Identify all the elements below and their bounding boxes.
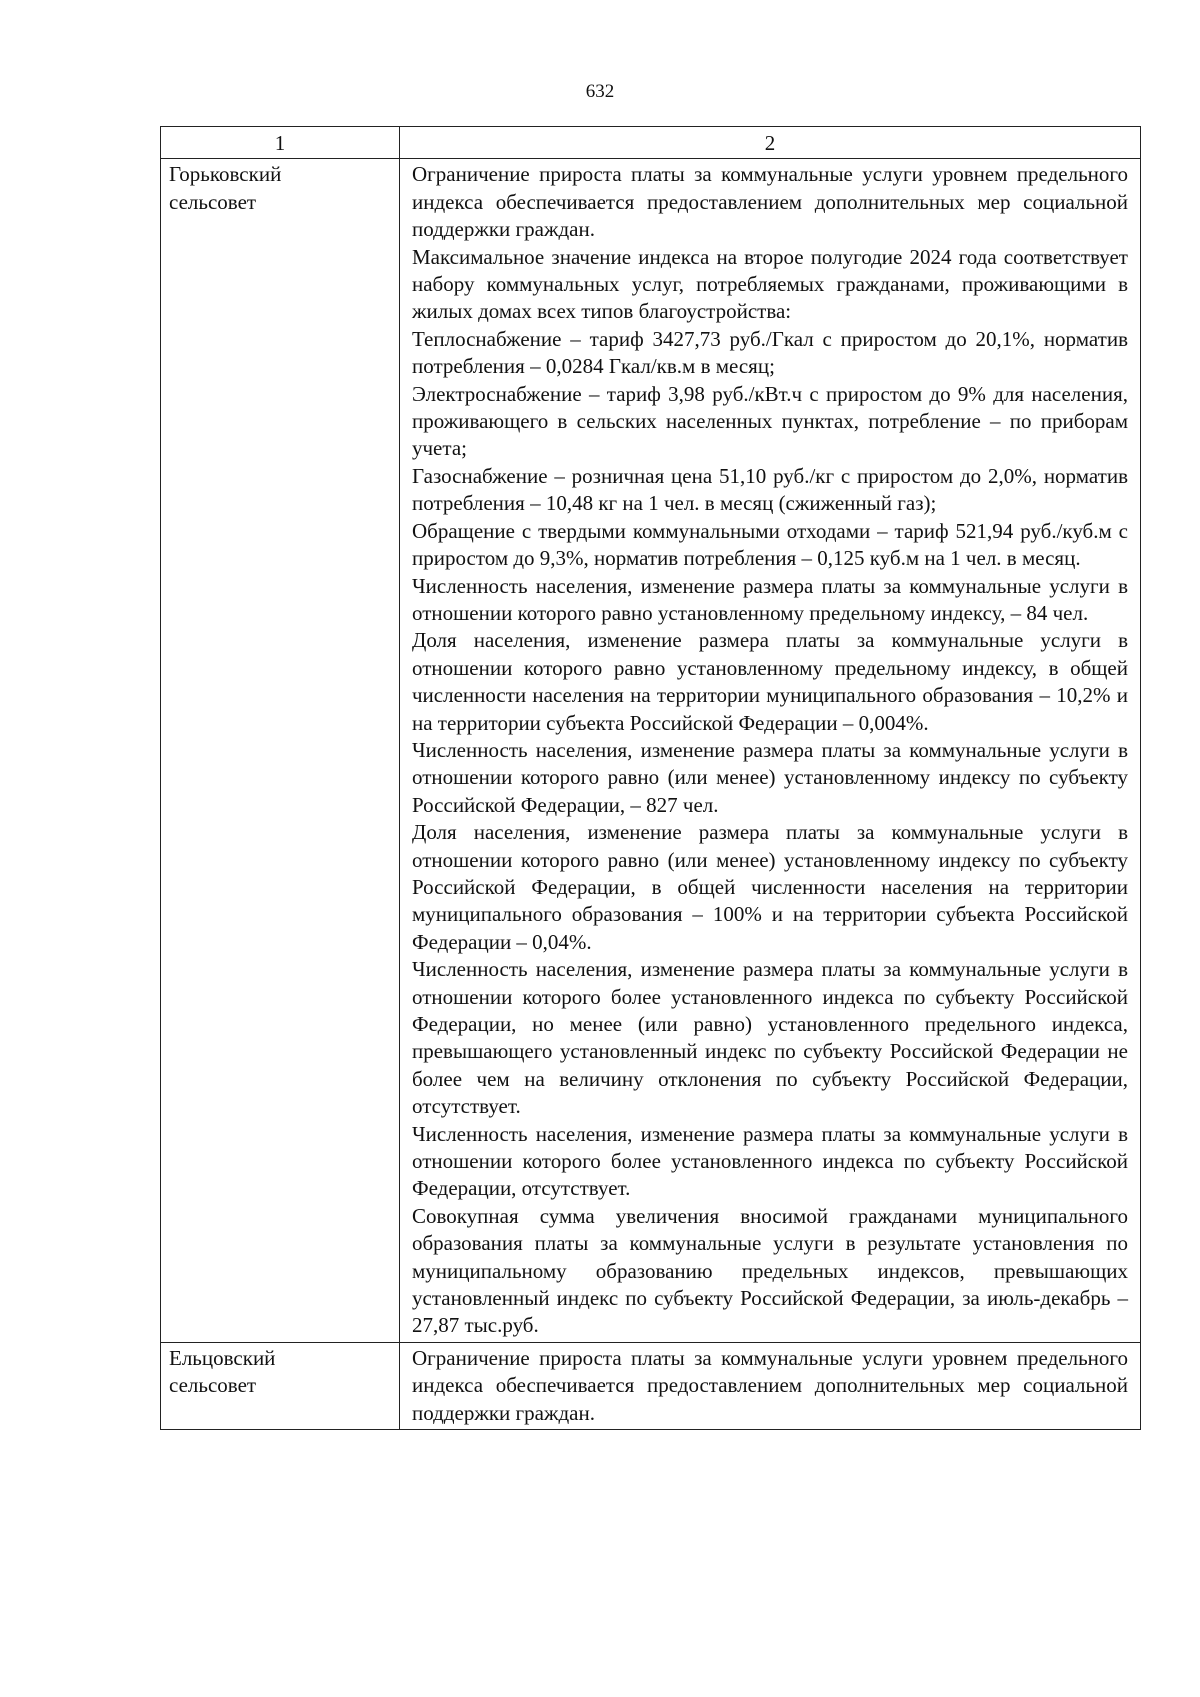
paragraph: Доля населения, изменение размера платы за коммунальные услуги в отношении которого равно установленному предельному индексу, в общей численности населения на территории муниципального образования – 10,2% и на территории субъекта Российской Федерации – 0,004%. <box>412 628 1128 735</box>
paragraph: Ограничение прироста платы за коммунальные услуги уровнем предельного индекса обеспечивается предоставлением дополнительных мер социальной поддержки граждан. <box>412 1345 1128 1425</box>
paragraph: Электроснабжение – тариф 3,98 руб./кВт.ч с приростом до 9% для населения, проживающего в сельских населенных пунктах, потребление – по приборам учета; <box>412 381 1128 461</box>
table-row <box>161 159 1141 1342</box>
description-cell <box>400 1342 1141 1429</box>
municipality-name-line: Ельцовский <box>169 1345 276 1370</box>
column-header-2: 2 <box>400 127 1141 159</box>
paragraph: Ограничение прироста платы за коммунальные услуги уровнем предельного индекса обеспечивается предоставлением дополнительных мер социальной поддержки граждан. <box>412 162 1128 242</box>
paragraph: Теплоснабжение – тариф 3427,73 руб./Гкал с приростом до 20,1%, норматив потребления – 0,0284 Гкал/кв.м в месяц; <box>412 326 1128 379</box>
paragraph: Доля населения, изменение размера платы за коммунальные услуги в отношении которого равно (или менее) установленному индексу по субъекту Российской Федерации, в общей численности населения на территории муниципального образования – 100% и на территории субъекта Российской Федерации – 0,04%. <box>412 820 1128 954</box>
municipality-name-line: сельсовет <box>169 189 257 214</box>
description-cell <box>400 159 1141 1342</box>
paragraph: Численность населения, изменение размера платы за коммунальные услуги в отношении которого равно (или менее) установленному индексу по субъекту Российской Федерации, – 827 чел. <box>412 737 1128 817</box>
municipality-name-cell <box>161 1342 400 1429</box>
paragraph: Газоснабжение – розничная цена 51,10 руб./кг с приростом до 2,0%, норматив потребления – 10,48 кг на 1 чел. в месяц (сжиженный газ); <box>412 463 1128 516</box>
column-header-1: 1 <box>161 127 400 159</box>
municipality-name-line: сельсовет <box>169 1373 257 1398</box>
paragraph: Совокупная сумма увеличения вносимой гражданами муниципального образования платы за коммунальные услуги в результате установления по муниципальному образованию предельных индексов, превышающих установленный индекс по субъекту Российской Федерации, за июль-декабрь – 27,87 тыс.руб. <box>412 1203 1128 1338</box>
municipality-name-line: Горьковский <box>169 162 282 187</box>
table-row <box>161 1342 1141 1429</box>
paragraph: Численность населения, изменение размера платы за коммунальные услуги в отношении которого более установленного индекса по субъекту Российской Федерации, но менее (или равно) установленного предельного индекса, превышающего установленный индекс по субъекту Российской Федерации не более чем на величину отклонения по субъекту Российской Федерации, отсутствует. <box>412 957 1128 1119</box>
table-header-row <box>161 127 1141 159</box>
paragraph: Обращение с твердыми коммунальными отходами – тариф 521,94 руб./куб.м с приростом до 9,3%, норматив потребления – 0,125 куб.м на 1 чел. в месяц. <box>412 518 1128 571</box>
page-number: 632 <box>585 81 615 102</box>
paragraph: Численность населения, изменение размера платы за коммунальные услуги в отношении которого более установленного индекса по субъекту Российской Федерации, отсутствует. <box>412 1121 1128 1201</box>
paragraph: Максимальное значение индекса на второе полугодие 2024 года соответствует набору коммунальных услуг, потребляемых гражданами, проживающими в жилых домах всех типов благоустройства: <box>412 244 1128 324</box>
municipality-name-cell <box>161 159 400 1342</box>
data-table <box>160 126 1141 1430</box>
paragraph: Численность населения, изменение размера платы за коммунальные услуги в отношении которого равно установленному предельному индексу, – 84 чел. <box>412 573 1128 625</box>
